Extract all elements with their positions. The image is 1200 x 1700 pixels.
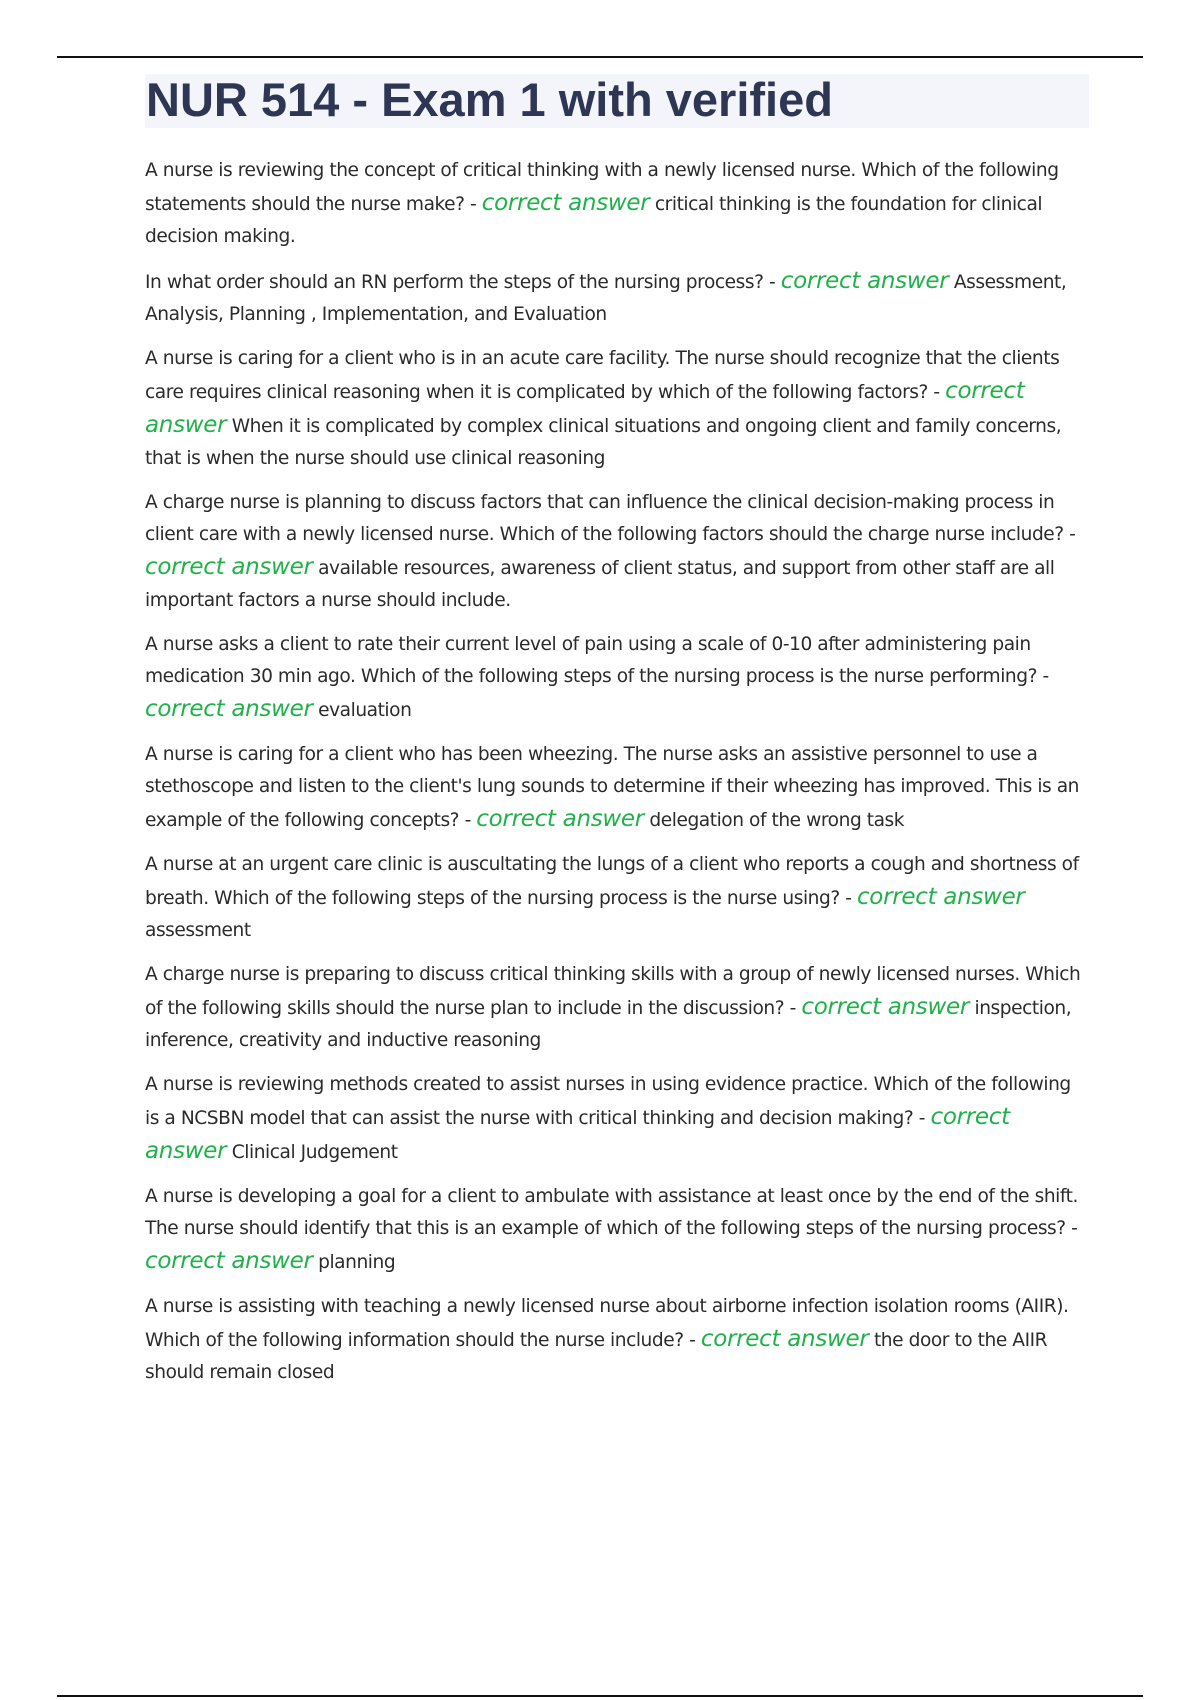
- answer-text: evaluation: [318, 700, 412, 721]
- qa-item-6: [145, 739, 1090, 837]
- qa-item-9: [145, 1069, 1090, 1169]
- bottom-rule: [57, 1695, 1143, 1697]
- answer-text: planning: [318, 1252, 396, 1273]
- answer-text: the door to the AIIR should remain closed: [145, 1330, 1048, 1383]
- question-text: A nurse asks a client to rate their current level of pain using a scale of 0-10 after administering pain medication 30 min ago. Which of the following steps of the nursing process is the nurse performing?: [145, 634, 1038, 687]
- answer-text: delegation of the wrong task: [649, 810, 905, 831]
- question-text: A nurse is caring for a client who has been wheezing. The nurse asks an assistive personnel to use a stethoscope and listen to the client's lung sounds to determine if their wheezing has improved. This is an example of the following concepts?: [145, 744, 1080, 831]
- answer-text: available resources, awareness of client status, and support from other staff are all important factors a nurse should include.: [145, 558, 1055, 611]
- correct-answer-tag: correct answer: [856, 884, 1025, 910]
- correct-answer-tag: correct answer: [145, 696, 313, 722]
- qa-item-7: [145, 849, 1090, 947]
- qa-item-2: [145, 265, 1090, 331]
- answer-text: assessment: [145, 920, 251, 941]
- answer-text: inspection, inference, creativity and inductive reasoning: [145, 998, 1072, 1051]
- correct-answer-tag: correct answer: [145, 1248, 313, 1274]
- separator: -: [683, 1330, 701, 1351]
- qa-item-4: [145, 487, 1090, 617]
- correct-answer-tag: correct answer: [476, 806, 644, 832]
- answer-text: Clinical Judgement: [231, 1142, 398, 1163]
- separator: -: [913, 1108, 931, 1129]
- question-text: A nurse at an urgent care clinic is auscultating the lungs of a client who reports a cough and shortness of breath. Which of the following steps of the nursing process is the nurse using?: [145, 854, 1079, 909]
- qa-list: [145, 155, 1090, 1401]
- correct-answer-tag: correct answer: [481, 190, 650, 216]
- correct-answer-tag: correct answer: [780, 268, 949, 294]
- qa-item-3: [145, 343, 1090, 475]
- separator: -: [763, 272, 781, 293]
- separator: -: [1063, 524, 1076, 545]
- question-text: A nurse is caring for a client who is in an acute care facility. The nurse should recognize that the clients care requires clinical reasoning when it is complicated by which of the following factors?: [145, 348, 1060, 403]
- correct-answer-tag: correct answer: [801, 994, 970, 1020]
- separator: -: [1037, 666, 1049, 687]
- separator: -: [927, 382, 946, 403]
- document-title: NUR 514 - Exam 1 with verified: [146, 73, 833, 126]
- question-text: A nurse is reviewing methods created to assist nurses in using evidence practice. Which of the following is a NCSBN model that can assist the nurse with critical thinking and decision making?: [145, 1074, 1071, 1129]
- question-text: A charge nurse is preparing to discuss critical thinking skills with a group of newly licensed nurses. Which of the following skills should the nurse plan to include in the discussion?: [145, 964, 1081, 1019]
- correct-answer-tag: correct answer: [700, 1326, 869, 1352]
- qa-item-8: [145, 959, 1090, 1057]
- qa-item-11: [145, 1291, 1090, 1389]
- separator: -: [464, 194, 482, 215]
- separator: -: [1065, 1218, 1078, 1239]
- answer-text: Assessment, Analysis, Planning , Implementation, and Evaluation: [145, 272, 1067, 325]
- qa-item-5: [145, 629, 1090, 727]
- answer-text: When it is complicated by complex clinical situations and ongoing client and family concerns, that is when the nurse should use clinical reasoning: [145, 416, 1062, 469]
- qa-item-10: [145, 1181, 1090, 1279]
- qa-item-1: [145, 155, 1090, 253]
- separator: -: [839, 888, 857, 909]
- question-text: A nurse is assisting with teaching a newly licensed nurse about airborne infection isolation rooms (AIIR). Which of the following information should the nurse include?: [145, 1296, 1069, 1351]
- question-text: A nurse is reviewing the concept of critical thinking with a newly licensed nurse. Which of the following statements should the nurse make?: [145, 160, 1059, 215]
- correct-answer-tag: correct answer: [145, 1104, 1010, 1164]
- top-rule: [57, 56, 1143, 58]
- question-text: In what order should an RN perform the steps of the nursing process?: [145, 272, 764, 293]
- question-text: A nurse is developing a goal for a client to ambulate with assistance at least once by the end of the shift. The nurse should identify that this is an example of which of the following steps of the nursing process?: [145, 1186, 1078, 1239]
- answer-text: critical thinking is the foundation for clinical decision making.: [145, 194, 1043, 247]
- correct-answer-tag: correct answer: [145, 554, 313, 580]
- correct-answer-tag: correct answer: [145, 378, 1025, 438]
- separator: -: [459, 810, 477, 831]
- question-text: A charge nurse is planning to discuss factors that can influence the clinical decision-making process in client care with a newly licensed nurse. Which of the following factors should the charge nurse include?: [145, 492, 1064, 545]
- separator: -: [784, 998, 802, 1019]
